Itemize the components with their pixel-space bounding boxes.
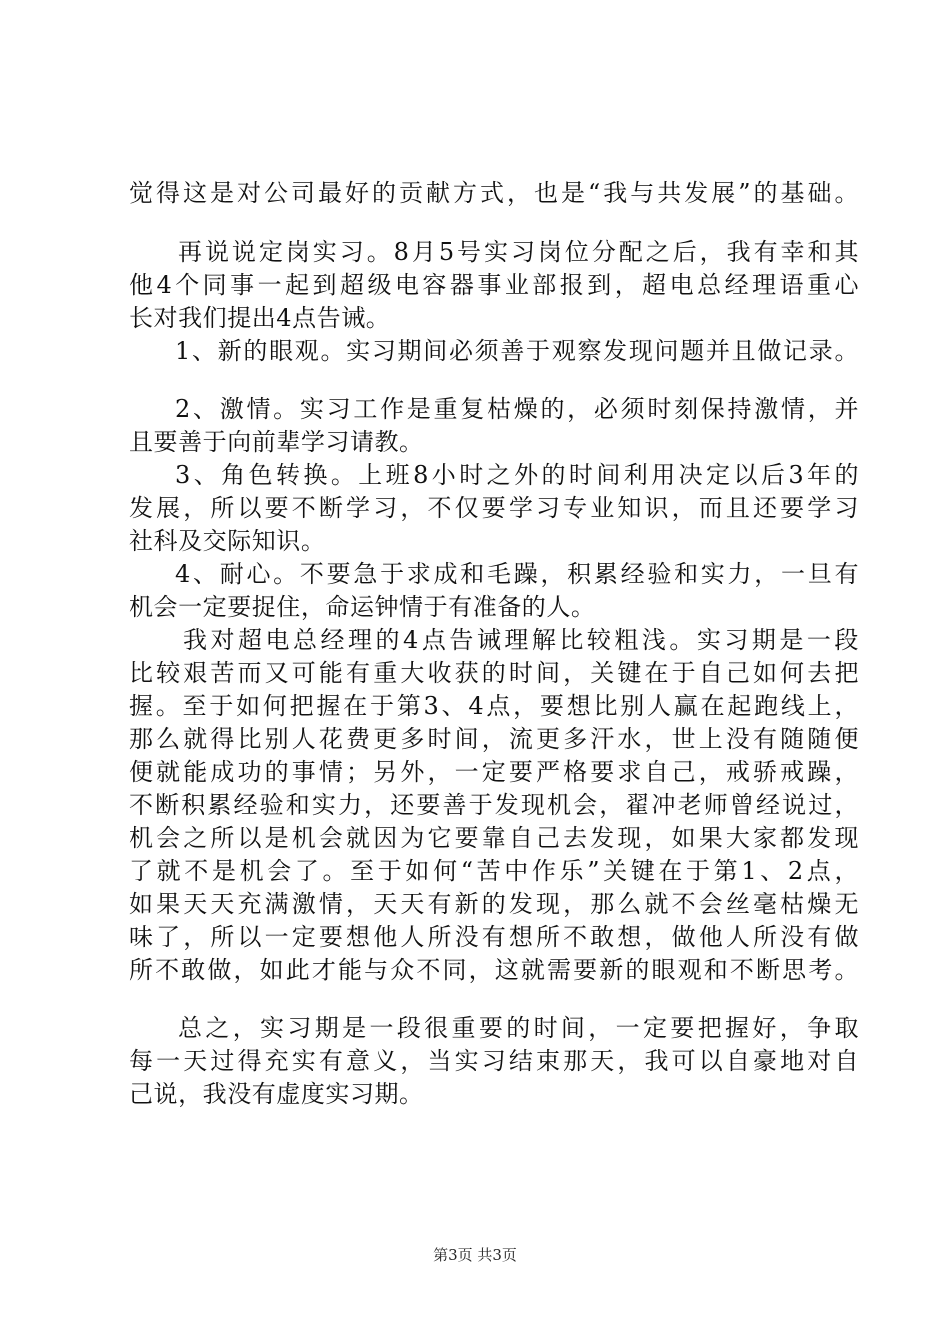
text-line: 所不敢做，如此才能与众不同，这就需要新的眼观和不断思考。 bbox=[129, 956, 859, 984]
text-line: 那么就得比别人花费更多时间，流更多汗水，世上没有随随便 bbox=[129, 725, 859, 753]
text-line: 握。至于如何把握在于第3、4点，要想比别人赢在起跑线上， bbox=[129, 692, 859, 720]
text-line: 3、角色转换。上班8小时之外的时间利用决定以后3年的 bbox=[175, 461, 859, 489]
text-line: 觉得这是对公司最好的贡献方式，也是“我与共发展”的基础。 bbox=[129, 179, 859, 207]
text-line: 1、新的眼观。实习期间必须善于观察发现问题并且做记录。 bbox=[175, 337, 859, 365]
text-line: 再说说定岗实习。8月5号实习岗位分配之后，我有幸和其 bbox=[178, 238, 859, 266]
text-line: 不断积累经验和实力，还要善于发现机会，翟冲老师曾经说过， bbox=[129, 791, 859, 819]
text-line: 我对超电总经理的4点告诫理解比较粗浅。实习期是一段 bbox=[183, 626, 859, 654]
text-line: 4、耐心。不要急于求成和毛躁，积累经验和实力，一旦有 bbox=[175, 560, 859, 588]
text-line: 发展，所以要不断学习，不仅要学习专业知识，而且还要学习 bbox=[129, 494, 859, 522]
text-line: 己说，我没有虚度实习期。 bbox=[129, 1080, 424, 1108]
text-line: 且要善于向前辈学习请教。 bbox=[129, 428, 424, 456]
text-line: 比较艰苦而又可能有重大收获的时间，关键在于自己如何去把 bbox=[129, 659, 859, 687]
text-line: 2、激情。实习工作是重复枯燥的，必须时刻保持激情，并 bbox=[175, 395, 859, 423]
text-line: 了就不是机会了。至于如何“苦中作乐”关键在于第1、2点， bbox=[129, 857, 859, 885]
text-line: 机会一定要捉住，命运钟情于有准备的人。 bbox=[129, 593, 596, 621]
page-footer: 第3页 共3页 bbox=[433, 1246, 517, 1264]
text-line: 味了，所以一定要想他人所没有想所不敢想，做他人所没有做 bbox=[129, 923, 859, 951]
text-line: 社科及交际知识。 bbox=[129, 527, 326, 555]
text-line: 机会之所以是机会就因为它要靠自己去发现，如果大家都发现 bbox=[129, 824, 859, 852]
text-line: 总之，实习期是一段很重要的时间，一定要把握好，争取 bbox=[178, 1014, 859, 1042]
text-line: 他4个同事一起到超级电容器事业部报到，超电总经理语重心 bbox=[129, 271, 859, 299]
text-line: 如果天天充满激情，天天有新的发现，那么就不会丝毫枯燥无 bbox=[129, 890, 859, 918]
text-line: 便就能成功的事情；另外，一定要严格要求自己，戒骄戒躁， bbox=[129, 758, 859, 786]
text-line: 长对我们提出4点告诫。 bbox=[129, 304, 391, 332]
text-line: 每一天过得充实有意义，当实习结束那天，我可以自豪地对自 bbox=[129, 1047, 859, 1075]
